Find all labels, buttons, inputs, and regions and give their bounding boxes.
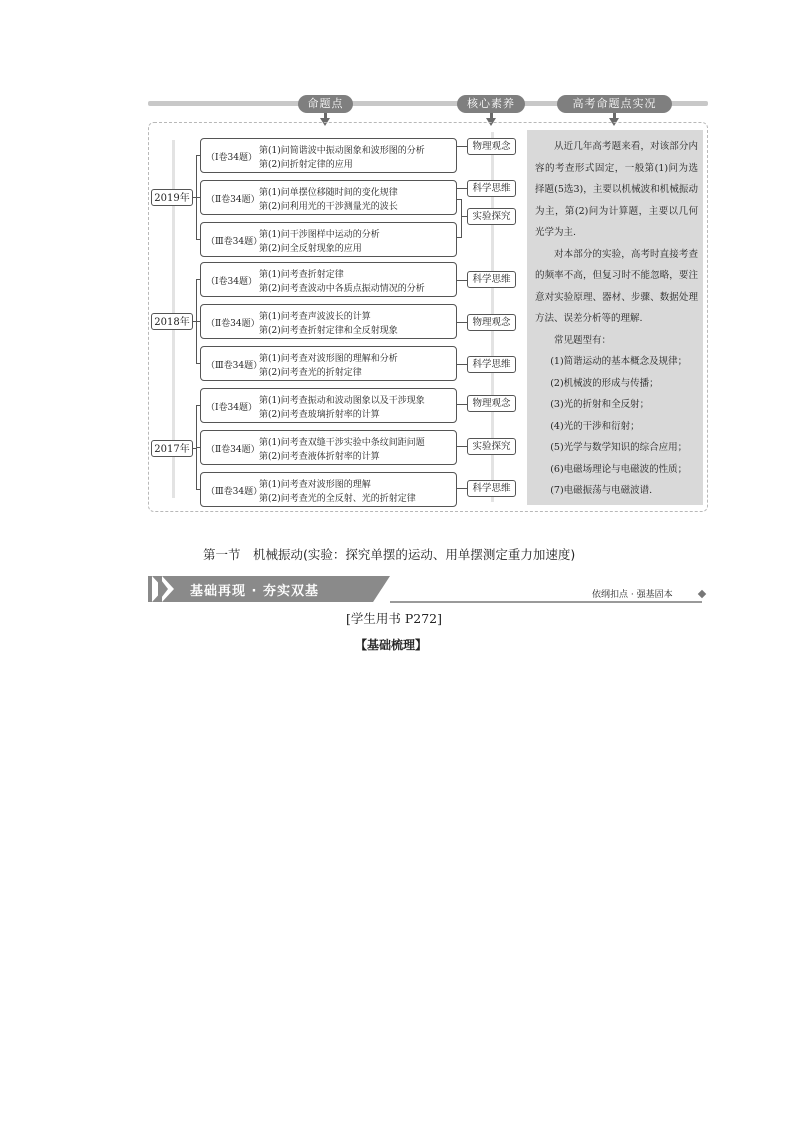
item-2018-1: （Ⅰ卷34题） 第(1)问考查折射定律 第(2)问考查波动中各质点振动情况的分析 (200, 262, 457, 297)
banner-rule (390, 601, 702, 603)
tag-kexuesiwei: 科学思维 (467, 180, 516, 197)
panel-list-item: (1)简谐运动的基本概念及规律； (550, 356, 688, 367)
tag-shiyantanjiu: 实验探究 (467, 438, 516, 455)
subheading: 【基础梳理】 (355, 638, 428, 652)
item-2017-1: （Ⅰ卷34题） 第(1)问考查振动和波动图象以及干涉现象 第(2)问考查玻璃折射率的计算 (200, 388, 457, 423)
item-2019-2: （Ⅱ卷34题） 第(1)问单摆位移随时间的变化规律 第(2)问利用光的干涉测量光的波长 (200, 180, 457, 215)
item-2019-1: （Ⅰ卷34题） 第(1)问简谐波中振动图象和波形图的分析 第(2)问折射定律的应用 (200, 138, 457, 173)
tag-wuliguannian: 物理观念 (467, 314, 516, 331)
panel-list-item: (3)光的折射和全反射； (550, 399, 650, 410)
panel-paragraph-2: 对本部分的实验，高考时直接考查的频率不高，但复习时不能忽略，要注意对实验原理、器材、步骤、数据处理方法、误差分析等的理解. (535, 248, 698, 324)
banner-motto: 依纲扣点 · 强基固本 (592, 590, 673, 600)
panel-list-item: (5)光学与数学知识的综合应用； (550, 442, 688, 453)
tag-shiyantanjiu: 实验探究 (467, 208, 516, 225)
section-title: 第一节 机械振动(实验：探究单摆的运动、用单摆测定重力加速度) (203, 547, 576, 562)
tag-kexuesiwei: 科学思维 (467, 356, 516, 373)
year-2017: 2017年 (151, 440, 193, 457)
item-2017-2: （Ⅱ卷34题） 第(1)问考查双缝干涉实验中条纹间距问题 第(2)问考查液体折射率的计算 (200, 430, 457, 465)
header-hexinsuyang: 核心素养 (457, 95, 525, 113)
book-reference: [学生用书 P272] (346, 611, 442, 626)
chevron-inner (158, 576, 168, 602)
tag-wuliguannian: 物理观念 (467, 138, 516, 155)
tag-kexuesiwei: 科学思维 (467, 271, 516, 288)
header-shikuang: 高考命题点实况 (557, 95, 672, 113)
diamond-icon (698, 590, 706, 598)
item-2018-3: （Ⅲ卷34题） 第(1)问考查对波形图的理解和分析 第(2)问考查光的折射定律 (200, 346, 457, 381)
item-2018-2: （Ⅱ卷34题） 第(1)问考查声波波长的计算 第(2)问考查折射定律和全反射现象 (200, 304, 457, 339)
panel-list-item: (4)光的干涉和衍射； (550, 420, 640, 432)
panel-list-item: (2)机械波的形成与传播； (550, 377, 659, 389)
analysis-panel (527, 130, 703, 505)
panel-list-item: (6)电磁场理论与电磁波的性质； (550, 463, 688, 475)
panel-list-item: (7)电磁振荡与电磁波谱. (550, 485, 653, 496)
item-2017-3: （Ⅲ卷34题） 第(1)问考查对波形图的理解 第(2)问考查光的全反射、光的折射定律 (200, 472, 457, 507)
year-2018: 2018年 (151, 313, 193, 330)
item-2019-3: （Ⅲ卷34题） 第(1)问干涉图样中运动的分析 第(2)问全反射现象的应用 (200, 222, 457, 257)
panel-paragraph-1: 从近几年高考题来看，对该部分内容的考查形式固定，一般第(1)问为选择题(5选3)，主要以机械波和机械振动为主，第(2)问为计算题，主要以几何光学为主. (535, 141, 698, 238)
panel-paragraph-3: 常见题型有： (554, 334, 612, 346)
header-mingtidian: 命题点 (298, 95, 353, 113)
tag-kexuesiwei: 科学思维 (467, 480, 516, 497)
tag-wuliguannian: 物理观念 (467, 395, 516, 412)
year-2019: 2019年 (151, 189, 193, 206)
banner-text: 基础再现 · 夯实双基 (190, 584, 319, 599)
